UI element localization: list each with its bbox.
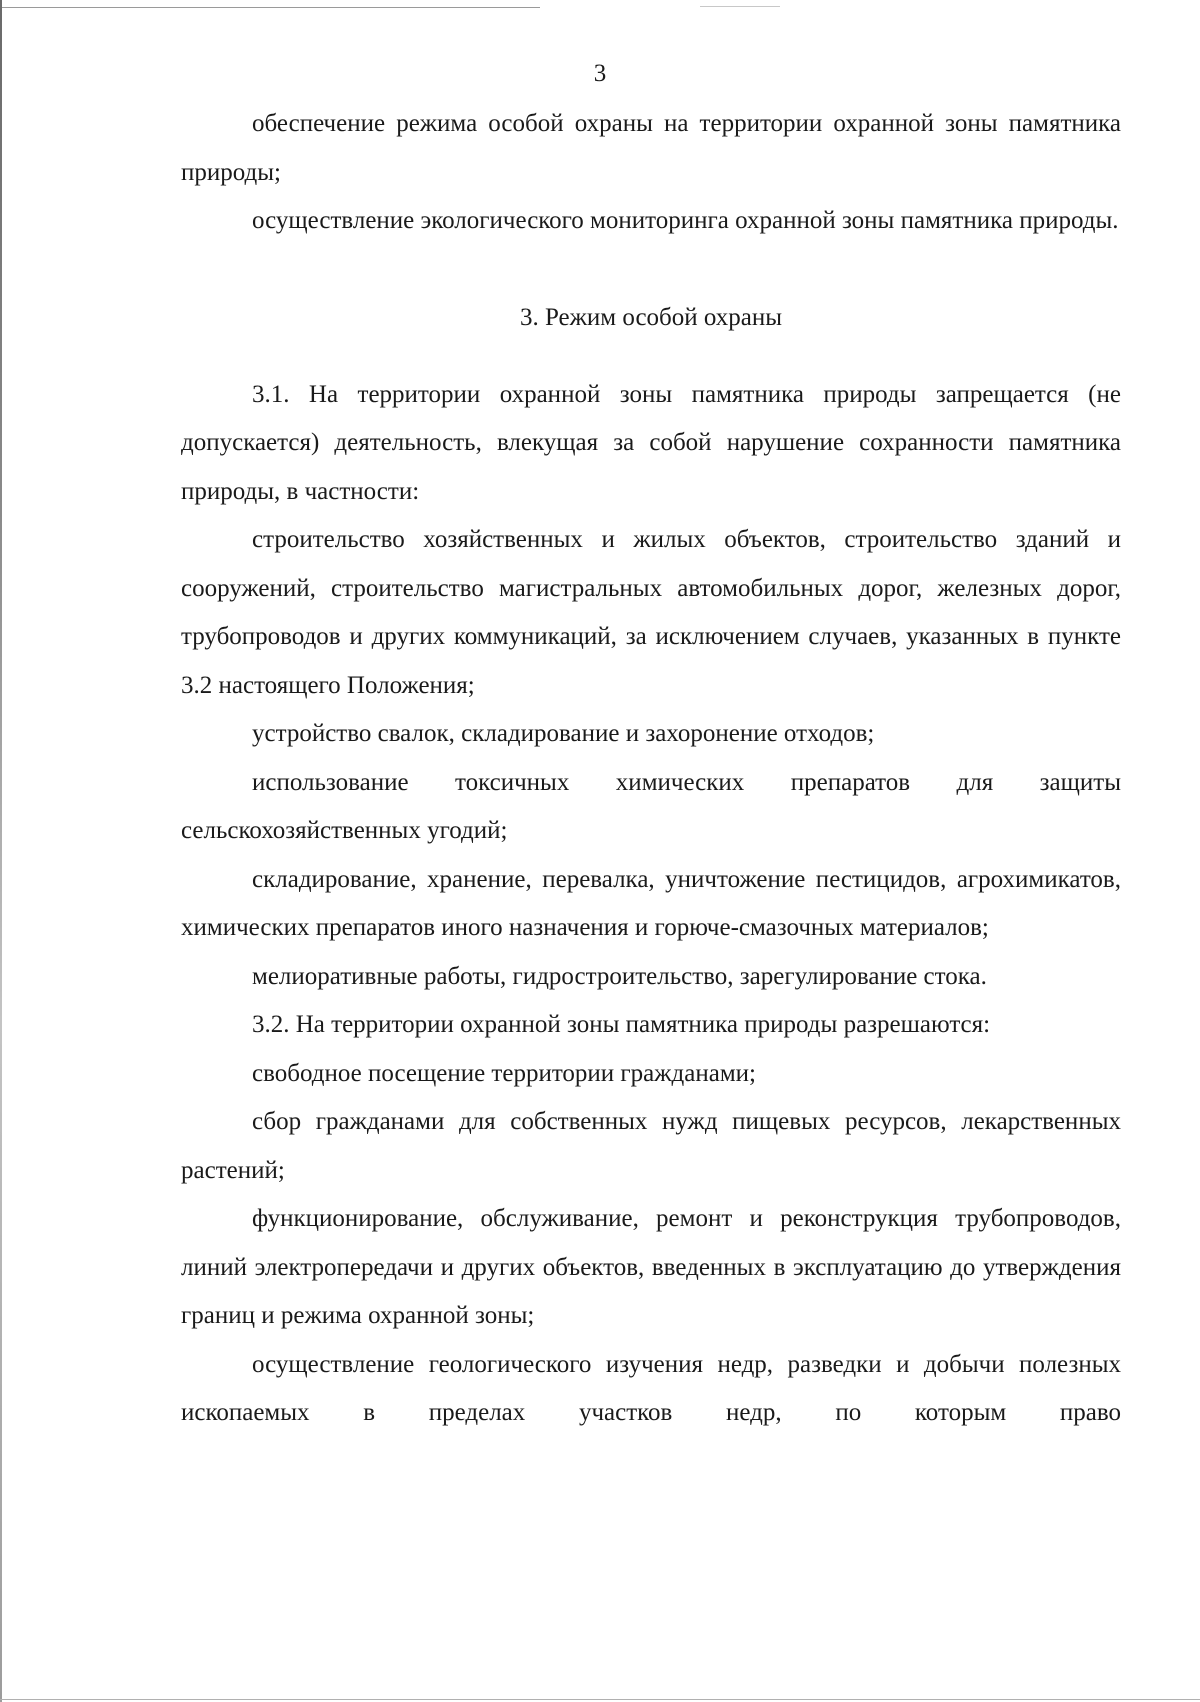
paragraph-intro-2: осуществление экологического мониторинга охранной зоны памятника природы. — [252, 207, 1119, 234]
paragraph-prohibited-construction: строительство хозяйственных и жилых объектов, строительство зданий и сооружений, строительство магистральных автомобильных дорог, железных дорог, трубопроводов и других коммуникаций, за исключением случаев, указанных в пункте 3.2 настоящего Положения; — [181, 526, 1121, 699]
scan-artifact-left-edge — [0, 0, 2, 1702]
paragraph-allowed-maintenance: функционирование, обслуживание, ремонт и реконструкция трубопроводов, линий электропередачи и других объектов, введенных в эксплуатацию до утверждения границ и режима охранной зоны; — [181, 1205, 1121, 1329]
scan-artifact-bottom-line — [0, 1699, 1200, 1700]
paragraph-allowed-visiting: свободное посещение территории гражданами; — [252, 1059, 756, 1087]
document-body — [181, 100, 1121, 1438]
paragraph-3-2: 3.2. На территории охранной зоны памятника природы разрешаются: — [252, 1011, 991, 1038]
paragraph-prohibited-dumps: устройство свалок, складирование и захоронение отходов; — [252, 720, 875, 747]
paragraph-intro-1: обеспечение режима особой охраны на территории охранной зоны памятника природы; — [181, 110, 1121, 186]
paragraph-allowed-geology: осуществление геологического изучения недр, разведки и добычи полезных ископаемых в пределах участков недр, по которым право — [181, 1350, 1121, 1426]
paragraph-prohibited-toxic-chemicals: использование токсичных химических препаратов для защиты сельскохозяйственных угодий; — [181, 768, 1121, 844]
scan-artifact-top-mark — [700, 6, 780, 7]
paragraph-3-1: 3.1. На территории охранной зоны памятника природы запрещается (не допускается) деятельность, влекущая за собой нарушение сохранности памятника природы, в частности: — [181, 380, 1121, 505]
paragraph-allowed-gathering: сбор гражданами для собственных нужд пищевых ресурсов, лекарственных растений; — [181, 1108, 1121, 1184]
page-number: 3 — [593, 60, 607, 87]
paragraph-prohibited-pesticides: складирование, хранение, перевалка, уничтожение пестицидов, агрохимикатов, химических препаратов иного назначения и горюче-смазочных материалов; — [181, 865, 1121, 941]
section-heading: 3. Режим особой охраны — [519, 304, 783, 331]
scan-artifact-top-line — [0, 7, 540, 8]
paragraph-prohibited-melioration: мелиоративные работы, гидростроительство, зарегулирование стока. — [252, 962, 987, 990]
